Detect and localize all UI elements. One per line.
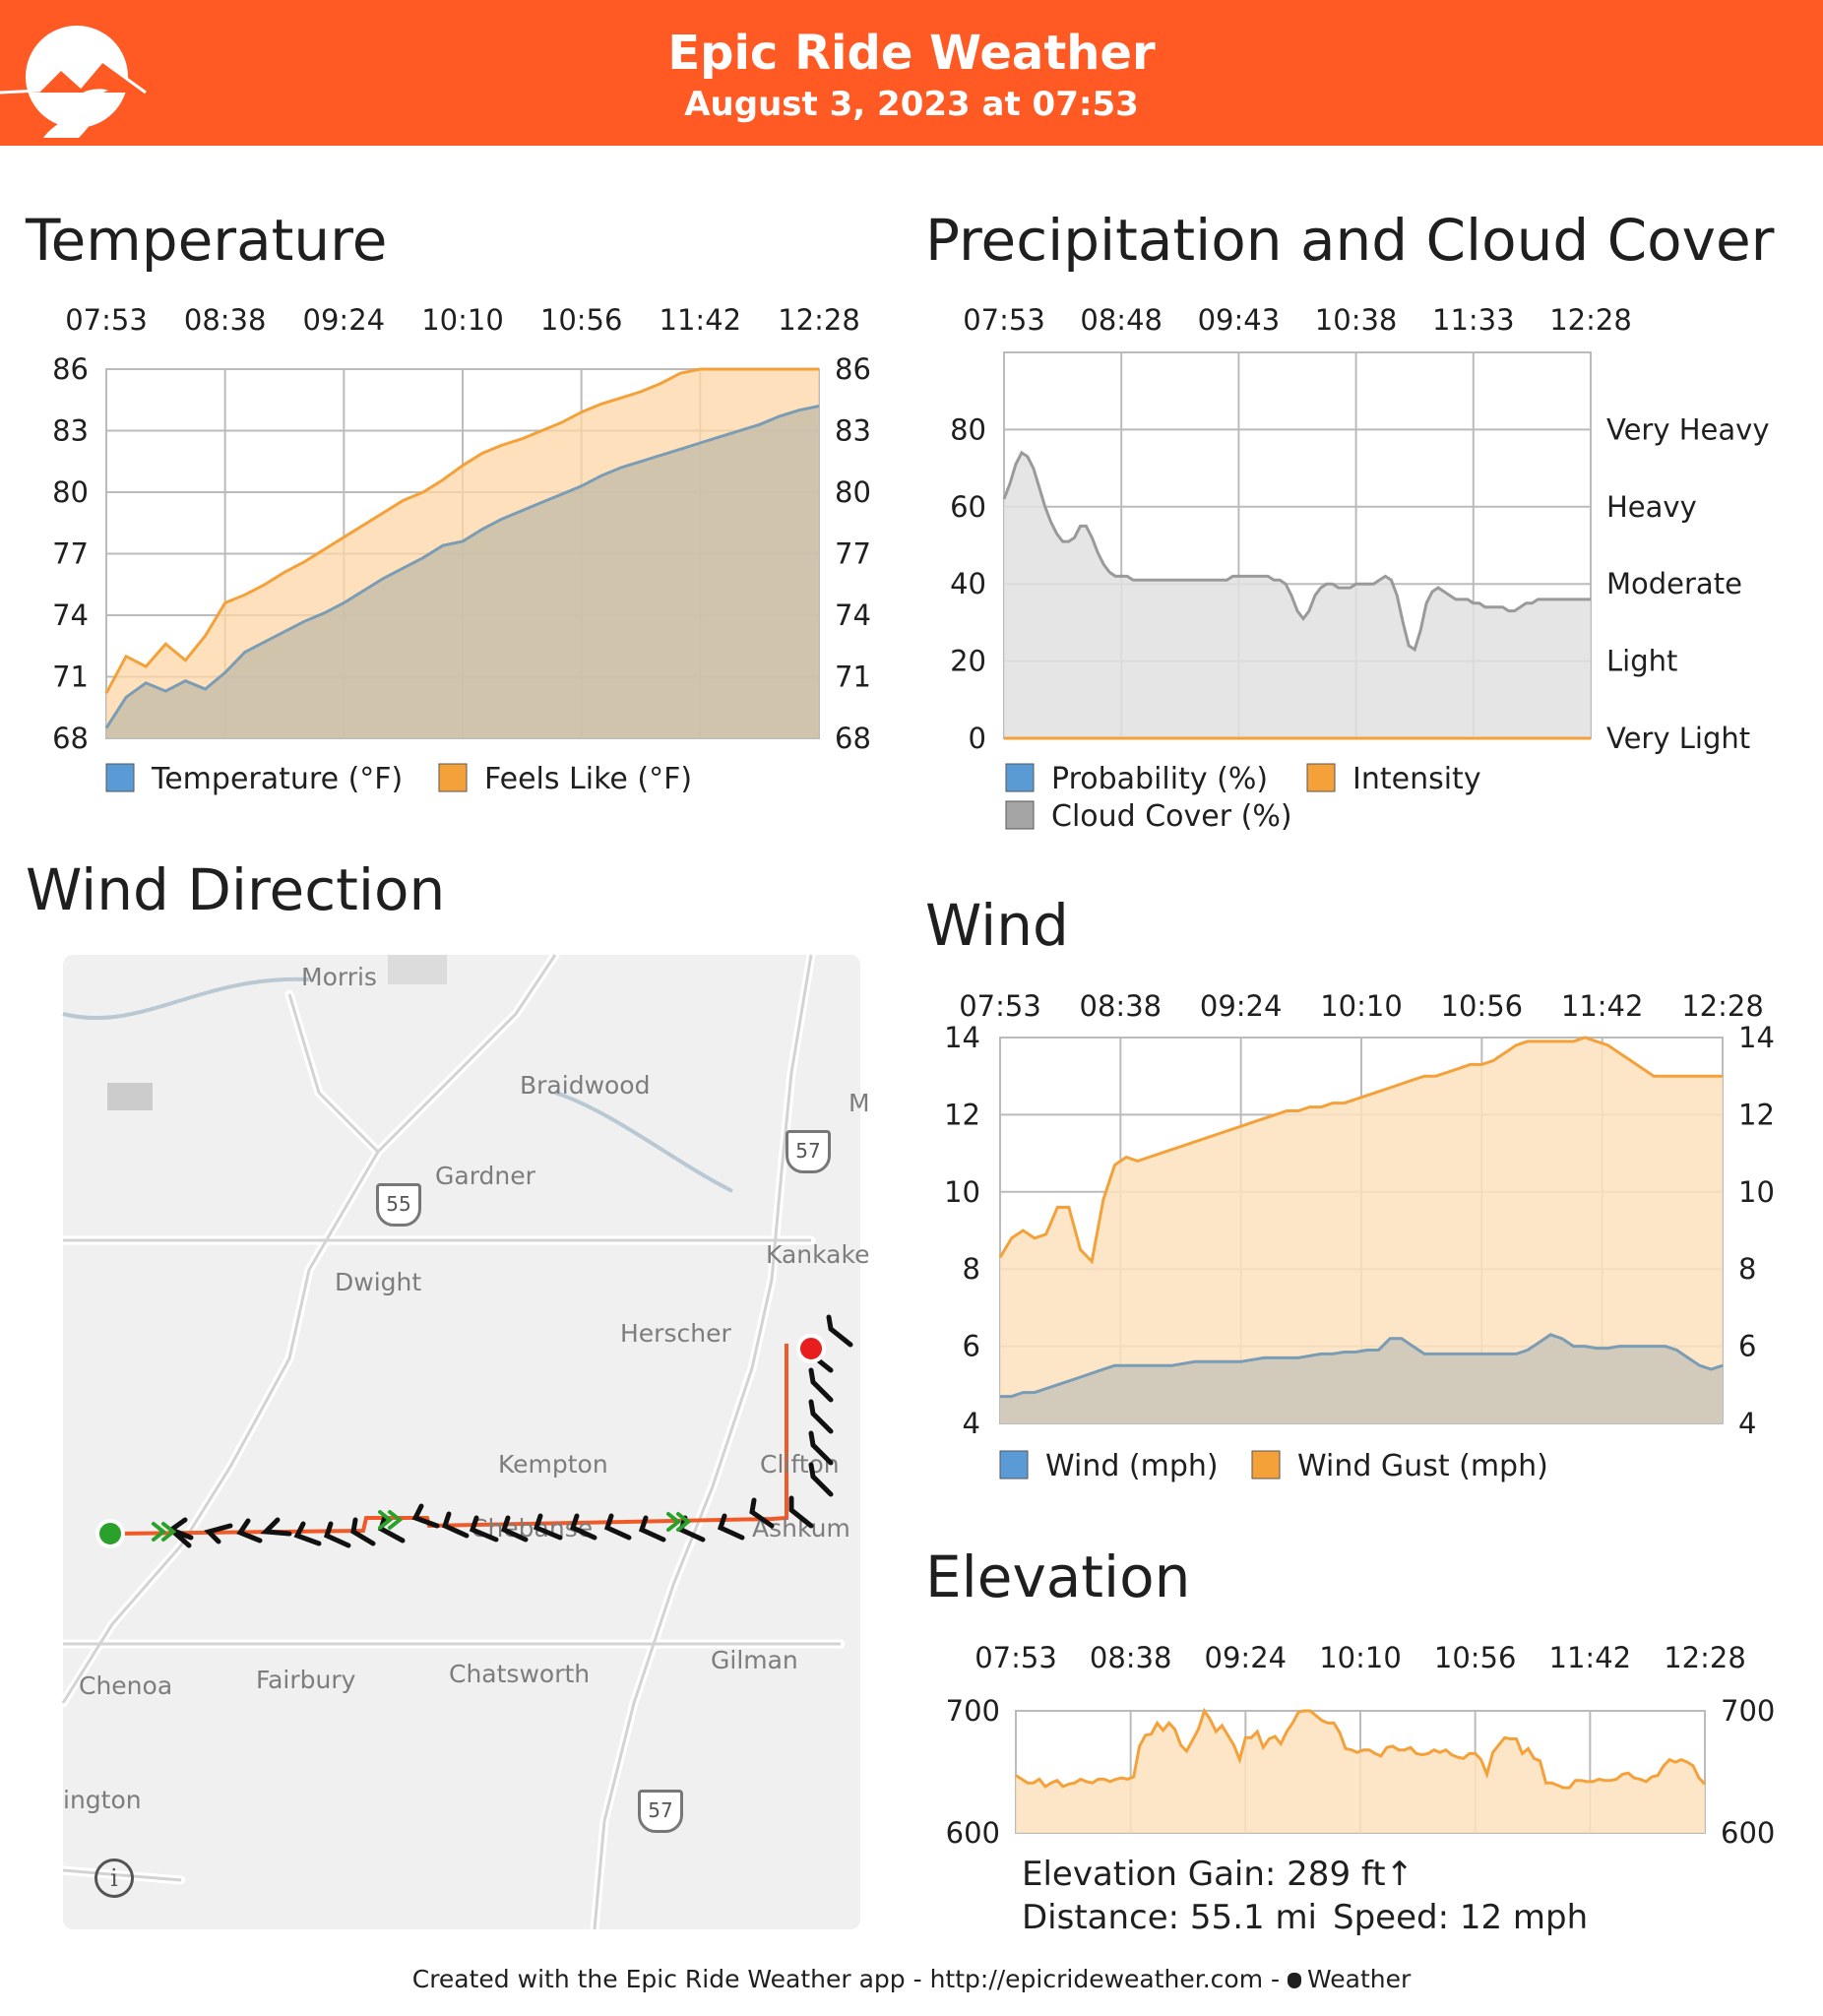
temperature-y2-tick: 71 [835, 660, 871, 694]
temperature-y2-tick: 77 [835, 536, 871, 571]
map-label-chebanse: Chebanse [471, 1514, 594, 1543]
interstate-55-shield: 55 [376, 1183, 421, 1227]
temperature-y2-tick: 83 [835, 413, 871, 448]
map-label-kankakee: Kankake [766, 1240, 870, 1269]
footer-text: Created with the Epic Ride Weather app - http://epicrideweather.com - [411, 1965, 1288, 1993]
wind-y2-tick: 8 [1738, 1252, 1757, 1287]
precip-legend-swatch [1006, 764, 1034, 791]
wind-y-tick: 12 [944, 1098, 980, 1132]
route-end-marker [798, 1336, 824, 1361]
temperature-legend-label: Feels Like (°F) [484, 762, 693, 796]
wind-arrows [63, 955, 860, 1929]
precipitation-y2-tick: Very Heavy [1606, 412, 1770, 447]
map-label-ashkum: Ashkum [752, 1514, 850, 1543]
map-label-braidwood: Braidwood [520, 1071, 651, 1100]
temperature-x-tick: 10:10 [421, 303, 504, 337]
map-label-m: M [849, 1089, 870, 1117]
wind-y-tick: 6 [962, 1329, 980, 1363]
elevation-gain: Elevation Gain: 289 ft↑ [1022, 1855, 1414, 1894]
report-date: August 3, 2023 at 07:53 [684, 85, 1139, 124]
temperature-legend-swatch [106, 764, 134, 791]
map-label-chenoa: Chenoa [79, 1671, 173, 1700]
wind-title: Wind [925, 892, 1069, 959]
speed: Speed: 12 mph [1333, 1898, 1589, 1937]
distance: Distance: 55.1 mi [1022, 1898, 1318, 1937]
temperature-y-tick: 80 [52, 475, 89, 509]
map-label-dwight: Dwight [335, 1268, 422, 1296]
precipitation-x-tick: 08:48 [1080, 303, 1163, 337]
temperature-legend-label: Temperature (°F) [152, 762, 404, 796]
precip-legend-label: Probability (%) [1051, 762, 1269, 796]
map-label-lexington: ington [63, 1786, 142, 1814]
route-start-marker [97, 1521, 123, 1546]
interstate-57-shield: 57 [786, 1130, 831, 1173]
temperature-y-tick: 71 [52, 660, 89, 694]
map-label-gilman: Gilman [711, 1646, 798, 1674]
temperature-legend-swatch [439, 764, 467, 791]
app-title: Epic Ride Weather [667, 26, 1156, 81]
wind-x-tick: 09:24 [1199, 989, 1283, 1023]
precip-title: Precipitation and Cloud Cover [925, 207, 1775, 274]
temperature-y2-tick: 80 [835, 475, 871, 509]
precipitation-y-tick: 20 [950, 644, 986, 678]
precipitation-x-tick: 11:33 [1432, 303, 1515, 337]
precipitation-y-tick: 80 [950, 412, 986, 447]
elevation-x-tick: 09:24 [1204, 1641, 1288, 1674]
temperature-x-tick: 08:38 [183, 303, 267, 337]
precipitation-y2-tick: Light [1606, 644, 1678, 678]
apple-icon [1288, 1973, 1301, 1988]
temperature-x-tick: 12:28 [778, 303, 860, 337]
wind-x-tick: 10:56 [1440, 989, 1524, 1023]
temperature-y2-tick: 68 [835, 722, 871, 755]
map-label-fairbury: Fairbury [256, 1666, 356, 1694]
precipitation-cloud-area [1004, 453, 1591, 738]
wind-direction-title: Wind Direction [26, 856, 446, 923]
precip-legend-swatch [1307, 764, 1335, 791]
temperature-y-tick: 86 [52, 352, 89, 386]
elevation-y2-tick: 700 [1721, 1694, 1776, 1728]
wind-legend-swatch [1000, 1451, 1028, 1479]
info-icon[interactable]: i [94, 1858, 134, 1898]
wind-y-tick: 14 [944, 1021, 980, 1054]
wind-legend-label: Wind Gust (mph) [1297, 1449, 1548, 1483]
wind-y2-tick: 10 [1738, 1174, 1775, 1209]
temperature-y-tick: 77 [52, 536, 89, 571]
temperature-x-tick: 10:56 [539, 303, 623, 337]
footer-weather: Weather [1307, 1965, 1412, 1993]
temperature-y2-tick: 74 [835, 598, 871, 632]
wind-x-tick: 12:28 [1681, 989, 1764, 1023]
elevation-x-tick: 10:56 [1433, 1641, 1517, 1674]
precip-legend-label: Cloud Cover (%) [1051, 799, 1292, 834]
elevation-x-tick: 07:53 [974, 1641, 1057, 1674]
wind-y-tick: 8 [962, 1252, 980, 1287]
wind-y-tick: 4 [962, 1407, 980, 1440]
map-label-kempton: Kempton [498, 1450, 608, 1479]
wind-y2-tick: 12 [1738, 1098, 1775, 1132]
temperature-x-tick: 09:24 [302, 303, 386, 337]
wind-y2-tick: 14 [1738, 1021, 1775, 1054]
footer [0, 1965, 1823, 1993]
wind-y2-tick: 6 [1738, 1329, 1757, 1363]
temperature-y-tick: 74 [52, 598, 89, 632]
precipitation-x-tick: 12:28 [1549, 303, 1632, 337]
temperature-y-tick: 83 [52, 413, 89, 448]
temperature-y2-tick: 86 [835, 352, 871, 386]
map-label-herscher: Herscher [620, 1319, 731, 1348]
temperature-x-tick: 07:53 [65, 303, 148, 337]
elevation-y-tick: 700 [945, 1694, 1000, 1728]
elevation-title: Elevation [925, 1544, 1191, 1610]
temperature-x-tick: 11:42 [659, 303, 742, 337]
wind-x-tick: 08:38 [1079, 989, 1163, 1023]
elevation-x-tick: 12:28 [1664, 1641, 1746, 1674]
precipitation-y-tick: 0 [968, 722, 986, 755]
wind-y2-tick: 4 [1738, 1407, 1757, 1440]
precipitation-y-tick: 40 [950, 567, 986, 601]
precip-legend-label: Intensity [1352, 762, 1481, 796]
precipitation-y-tick: 60 [950, 489, 986, 524]
map-label-clifton: Clifton [760, 1450, 840, 1479]
map-label-gardner: Gardner [435, 1162, 535, 1190]
precipitation-y2-tick: Very Light [1606, 722, 1751, 755]
elevation-x-tick: 10:10 [1319, 1641, 1402, 1674]
precipitation-y2-tick: Heavy [1606, 489, 1697, 524]
wind-legend-swatch [1252, 1451, 1280, 1479]
precipitation-x-tick: 09:43 [1197, 303, 1281, 337]
wind-legend-label: Wind (mph) [1045, 1449, 1219, 1483]
temperature-title: Temperature [26, 207, 388, 274]
elevation-x-tick: 08:38 [1089, 1641, 1172, 1674]
wind-x-tick: 10:10 [1320, 989, 1403, 1023]
temperature-y-tick: 68 [52, 722, 89, 755]
elevation-y2-tick: 600 [1721, 1816, 1776, 1850]
elevation-x-tick: 11:42 [1548, 1641, 1632, 1674]
precip-legend-swatch [1006, 801, 1034, 829]
wind-x-tick: 07:53 [959, 989, 1041, 1023]
wind-direction-map[interactable] [63, 955, 870, 1929]
elevation-y-tick: 600 [945, 1816, 1000, 1850]
wind-x-tick: 11:42 [1560, 989, 1644, 1023]
wind-y-tick: 10 [944, 1174, 980, 1209]
precipitation-x-tick: 07:53 [963, 303, 1045, 337]
precipitation-y2-tick: Moderate [1606, 567, 1742, 601]
map-label-morris: Morris [301, 963, 377, 991]
precipitation-x-tick: 10:38 [1314, 303, 1398, 337]
map-label-chatsworth: Chatsworth [449, 1660, 591, 1688]
interstate-57-south-shield: 57 [638, 1790, 683, 1833]
